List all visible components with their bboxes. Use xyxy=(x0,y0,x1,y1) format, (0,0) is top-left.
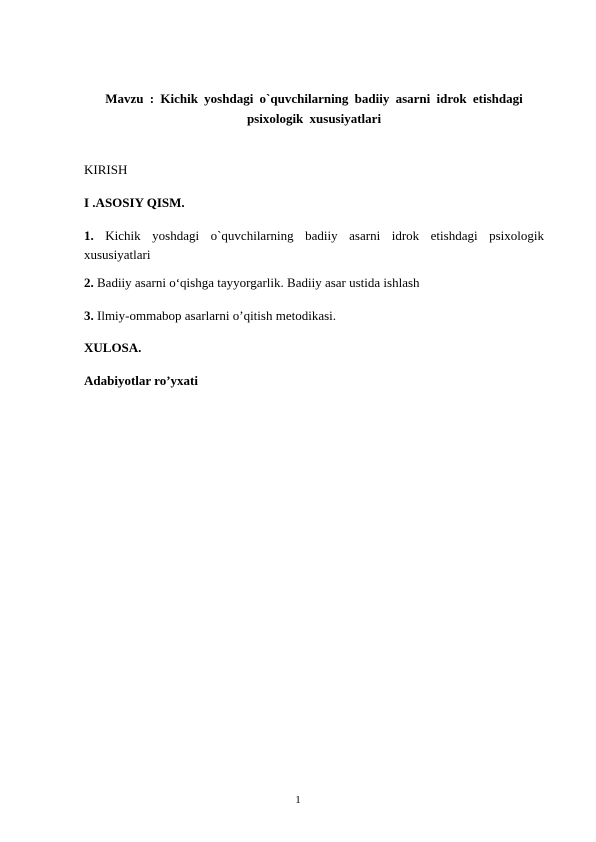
title-line-2: psixologik xususiyatlari xyxy=(246,111,382,126)
page-number: 1 xyxy=(295,794,301,806)
toc-item-1-line-2: xususiyatlari xyxy=(84,247,151,262)
toc-item-3-text: Ilmiy-ommabop asarlarni o’qitish metodikasi. xyxy=(97,308,337,323)
toc-item-3 xyxy=(84,307,544,325)
toc-item-1-line-1 xyxy=(84,227,544,245)
document-title xyxy=(84,89,544,129)
toc-item-3-number: 3. xyxy=(84,308,94,323)
section-intro: KIRISH xyxy=(84,162,128,177)
section-references: Adabiyotlar ro’yxati xyxy=(84,373,198,388)
toc-item-1-text: Kichik yoshdagi o`quvchilarning badiiy asarni idrok etishdagi psixologik xyxy=(105,228,544,243)
toc-item-2 xyxy=(84,274,544,292)
section-main-part: I .ASOSIY QISM. xyxy=(84,195,185,210)
title-line-1: Mavzu : Kichik yoshdagi o`quvchilarning badiiy asarni idrok etishdagi xyxy=(105,91,523,106)
section-conclusion: XULOSA. xyxy=(84,340,142,355)
toc-item-1-number: 1. xyxy=(84,228,94,243)
toc-item-2-number: 2. xyxy=(84,275,94,290)
toc-item-2-text: Badiiy asarni o‘qishga tayyorgarlik. Badiiy asar ustida ishlash xyxy=(97,275,420,290)
